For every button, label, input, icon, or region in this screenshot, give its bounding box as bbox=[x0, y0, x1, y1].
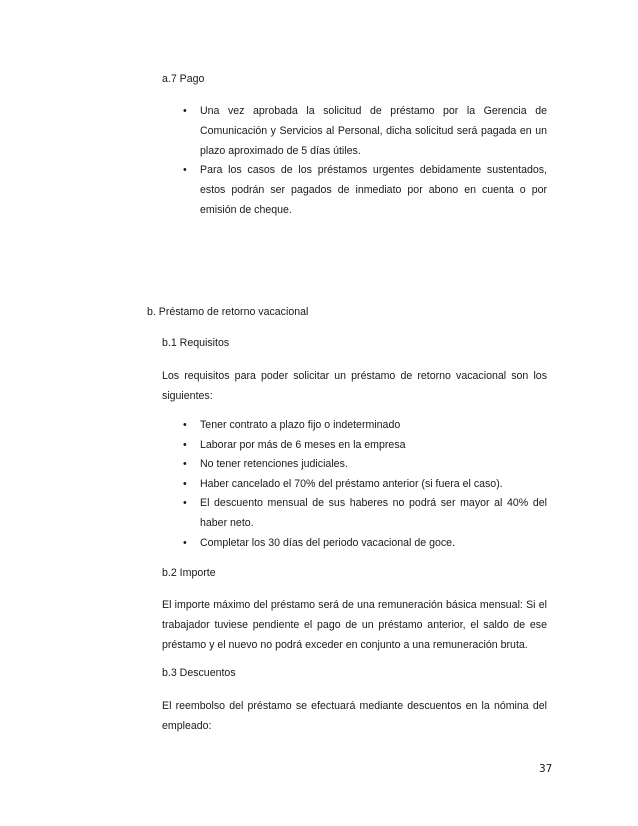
bullet-icon: • bbox=[183, 419, 187, 431]
bullet-icon: • bbox=[183, 536, 187, 549]
list-item-text: No tener retenciones judiciales. bbox=[200, 458, 348, 471]
section-b2-heading: b.2 Importe bbox=[162, 567, 216, 579]
bullet-icon: • bbox=[183, 105, 187, 117]
bullet-icon: • bbox=[183, 164, 187, 177]
page-number: 37 bbox=[539, 763, 553, 775]
list-item bbox=[183, 416, 547, 436]
bullet-icon: • bbox=[183, 458, 187, 471]
list-item bbox=[183, 455, 547, 475]
section-b1-intro: Los requisitos para poder solicitar un préstamo de retorno vacacional son los siguientes: bbox=[162, 370, 547, 402]
list-item bbox=[183, 494, 547, 533]
list-item-text: Tener contrato a plazo fijo o indeterminado bbox=[200, 419, 401, 431]
section-b1-bullet-list bbox=[183, 416, 547, 553]
list-item bbox=[183, 534, 547, 554]
bullet-icon: • bbox=[183, 477, 187, 490]
section-b3-heading: b.3 Descuentos bbox=[162, 667, 236, 679]
list-item bbox=[183, 475, 547, 495]
list-item-text: Para los casos de los préstamos urgentes debidamente sustentados, estos podrán ser pagados de inmediato por abono en cuenta o por emisión de cheque. bbox=[200, 164, 547, 216]
section-b2-paragraph: El importe máximo del préstamo será de una remuneración básica mensual: Si el trabajador tuviese pendiente el pago de un préstamo anterior, el saldo de ese préstamo y el nuevo no podrá exceder en conjunto a una remuneración bruta. bbox=[162, 599, 547, 651]
section-a7-heading: a.7 Pago bbox=[162, 73, 205, 85]
list-item bbox=[183, 102, 547, 161]
list-item-text: Una vez aprobada la solicitud de préstamo por la Gerencia de Comunicación y Servicios al Personal, dicha solicitud será pagada en un plazo aproximado de 5 días útiles. bbox=[200, 105, 547, 157]
section-a7-bullet-list bbox=[183, 102, 547, 221]
list-item-text: Laborar por más de 6 meses en la empresa bbox=[200, 438, 406, 451]
section-b1-heading: b.1 Requisitos bbox=[162, 337, 230, 349]
section-b-heading: b. Préstamo de retorno vacacional bbox=[147, 306, 309, 318]
list-item-text: Haber cancelado el 70% del préstamo anterior (si fuera el caso). bbox=[200, 477, 503, 490]
bullet-icon: • bbox=[183, 497, 187, 510]
list-item bbox=[183, 436, 547, 456]
section-b3-paragraph: El reembolso del préstamo se efectuará mediante descuentos en la nómina del empleado: bbox=[162, 700, 547, 732]
list-item-text: Completar los 30 días del periodo vacacional de goce. bbox=[200, 536, 455, 549]
bullet-icon: • bbox=[183, 438, 187, 451]
list-item-text: El descuento mensual de sus haberes no podrá ser mayor al 40% del haber neto. bbox=[200, 497, 547, 529]
list-item bbox=[183, 161, 547, 220]
